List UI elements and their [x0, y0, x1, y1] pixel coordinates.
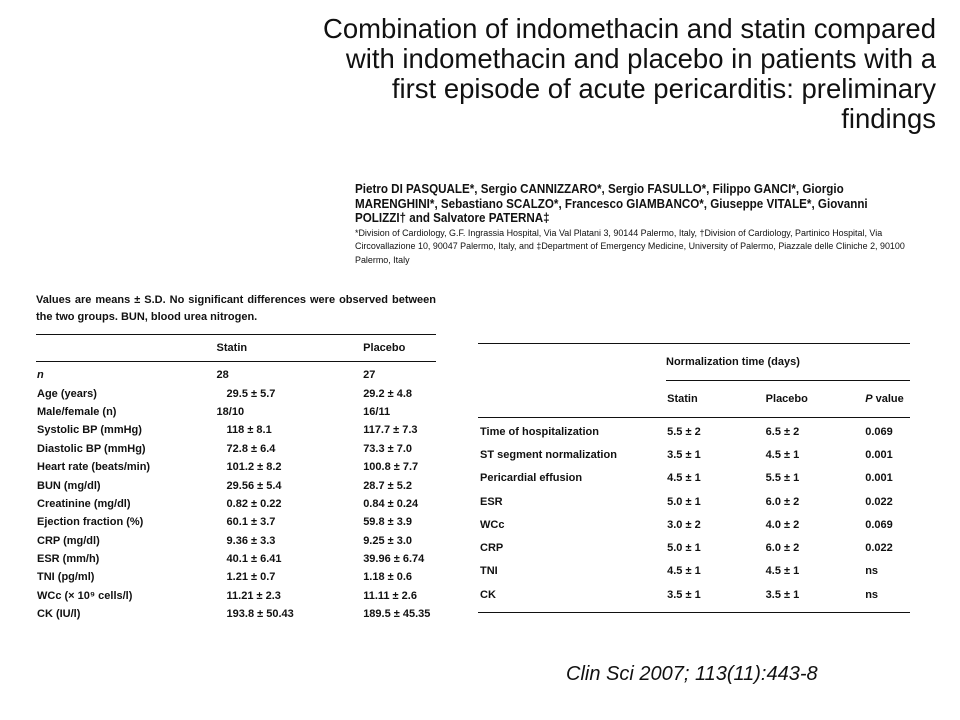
table-cell: 1.18 ± 0.6 [363, 571, 413, 584]
table-cell: 9.36 ± 3.3 [226, 534, 276, 547]
table-row [36, 440, 436, 458]
row-label: WCc [480, 518, 505, 531]
table-row [36, 384, 436, 402]
table-row [478, 420, 910, 443]
header-cell-statin: Statin [216, 342, 248, 354]
row-label: TNI [480, 565, 498, 578]
table-cell: 117.7 ± 7.3 [363, 424, 418, 437]
table-cell: 4.5 ± 1 [765, 448, 800, 461]
baseline-table [36, 292, 436, 623]
table-row [36, 458, 436, 476]
table-cell: 39.96 ± 6.74 [363, 553, 425, 566]
table-row [36, 495, 436, 513]
row-label: n [37, 369, 44, 382]
table-cell: 0.069 [865, 425, 893, 438]
table-cell: 118 ± 8.1 [226, 424, 272, 437]
table-cell: 9.25 ± 3.0 [363, 534, 413, 547]
row-label: Ejection fraction (%) [37, 516, 144, 529]
table-cell: 16/11 [363, 405, 391, 418]
table-cell: 0.022 [865, 542, 893, 555]
table-row [478, 583, 910, 606]
table-row [36, 550, 436, 568]
table-cell: 5.0 ± 1 [667, 542, 701, 555]
group-label: Normalization time (days) [666, 356, 800, 368]
header-cell-p-value: P value [865, 393, 904, 405]
row-label: Heart rate (beats/min) [37, 461, 151, 474]
table-cell: 29.2 ± 4.8 [363, 387, 413, 400]
table-cell: 18/10 [216, 405, 245, 418]
row-label: BUN (mg/dl) [37, 479, 101, 492]
table-cell: 0.001 [865, 448, 893, 461]
table-row [36, 421, 436, 439]
table-row [36, 568, 436, 586]
table-cell: 3.5 ± 1 [667, 588, 701, 601]
row-label: CRP [480, 542, 504, 555]
table-cell: 189.5 ± 45.35 [363, 608, 431, 621]
row-label: Systolic BP (mmHg) [37, 424, 142, 437]
table-cell: 3.5 ± 1 [667, 448, 701, 461]
row-label: Diastolic BP (mmHg) [37, 442, 146, 455]
table-cell: 40.1 ± 6.41 [226, 553, 282, 566]
table-cell: 27 [363, 369, 376, 382]
table-row [36, 605, 436, 623]
table-cell: 5.0 ± 1 [667, 495, 701, 508]
table-cell: 6.0 ± 2 [765, 495, 800, 508]
table-cell: 29.5 ± 5.7 [226, 387, 276, 400]
table-row [36, 532, 436, 550]
table-rule [478, 612, 910, 613]
table-cell: 29.56 ± 5.4 [226, 479, 282, 492]
table-cell: 60.1 ± 3.7 [226, 516, 276, 529]
slide-title: Combination of indomethacin and statin compared with indomethacin and placebo in patients with a first episode of acute pericarditis: preliminary findings [322, 13, 936, 134]
table-row [478, 443, 910, 466]
table-cell: 0.82 ± 0.22 [226, 497, 282, 510]
table-cell: 4.5 ± 1 [667, 472, 701, 485]
row-label: Pericardial effusion [480, 472, 583, 485]
table-row [478, 536, 910, 559]
table-row [478, 467, 910, 490]
row-label: CRP (mg/dl) [37, 534, 100, 547]
table-cell: 1.21 ± 0.7 [226, 571, 276, 584]
header-cell-statin: Statin [667, 393, 698, 405]
header-cell-placebo: Placebo [363, 342, 406, 354]
header-cell-placebo: Placebo [765, 393, 808, 405]
table-cell: 5.5 ± 1 [765, 472, 800, 485]
table-cell: 72.8 ± 6.4 [226, 442, 276, 455]
row-label: Male/female (n) [37, 405, 117, 418]
author-names: Pietro DI PASQUALE*, Sergio CANNIZZARO*, Sergio FASULLO*, Filippo GANCI*, Giorgio MARENGHINI*, Sebastiano SCALZO*, Francesco GIAMBANCO*, Giuseppe VITALE*, Giovanni POLIZZI† and Salvatore PATERNA‡ [355, 182, 868, 225]
citation: Clin Sci 2007; 113(11):443-8 [566, 663, 818, 685]
table-cell: ns [865, 588, 879, 601]
table-cell: 0.069 [865, 518, 893, 531]
table-row [36, 587, 436, 605]
table-cell: 100.8 ± 7.7 [363, 461, 419, 474]
table-cell: 0.001 [865, 472, 893, 485]
row-label: CK [480, 588, 496, 601]
row-label: TNI (pg/ml) [37, 571, 95, 584]
table-cell: 4.0 ± 2 [765, 518, 800, 531]
table-cell: 6.0 ± 2 [765, 542, 800, 555]
normalization-table-header [478, 381, 910, 417]
baseline-table-header [36, 335, 436, 361]
table-cell: 28 [216, 369, 229, 382]
table-cell: 4.5 ± 1 [765, 565, 800, 578]
row-label: Time of hospitalization [480, 425, 599, 438]
table-row [478, 490, 910, 513]
baseline-table-body [36, 362, 436, 623]
table-cell: 193.8 ± 50.43 [226, 608, 294, 621]
row-label: CK (IU/l) [37, 608, 81, 621]
table-cell: 5.5 ± 2 [667, 425, 701, 438]
table-cell: 3.5 ± 1 [765, 588, 800, 601]
baseline-table-note: Values are means ± S.D. No significant differences were observed between the two groups. BUN, blood urea nitrogen. [36, 294, 436, 323]
normalization-table [478, 343, 910, 613]
table-cell: 101.2 ± 8.2 [226, 461, 282, 474]
table-cell: 11.11 ± 2.6 [363, 589, 417, 602]
table-row [478, 513, 910, 536]
row-label: Creatinine (mg/dl) [37, 497, 131, 510]
table-row [36, 513, 436, 531]
row-label: WCc (× 10⁹ cells/l) [37, 589, 133, 602]
table-row [478, 560, 910, 583]
table-cell: ns [865, 565, 879, 578]
normalization-table-body [478, 418, 910, 612]
table-cell: 28.7 ± 5.2 [363, 479, 413, 492]
table-row [36, 403, 436, 421]
row-label: ESR [480, 495, 503, 508]
table-cell: 3.0 ± 2 [667, 518, 701, 531]
row-label: ST segment normalization [480, 448, 617, 461]
table-row [36, 476, 436, 494]
author-affiliations: *Division of Cardiology, G.F. Ingrassia Hospital, Via Val Platani 3, 90144 Palermo, Italy, †Division of Cardiology, Partinico Hospital, Via Circovallazione 10, 90047 Palermo, Italy, and ‡Department of Emergency Medicine, University of Palermo, Piazzale delle Cliniche 2, 90100 Palermo, Italy [355, 227, 905, 266]
table-cell: 4.5 ± 1 [667, 565, 701, 578]
table-cell: 59.8 ± 3.9 [363, 516, 413, 529]
normalization-group-header [478, 344, 910, 380]
row-label: ESR (mm/h) [37, 553, 100, 566]
table-cell: 11.21 ± 2.3 [226, 589, 281, 602]
table-cell: 0.022 [865, 495, 893, 508]
table-cell: 0.84 ± 0.24 [363, 497, 419, 510]
table-cell: 6.5 ± 2 [765, 425, 800, 438]
table-row [36, 366, 436, 384]
author-block [355, 182, 915, 267]
table-cell: 73.3 ± 7.0 [363, 442, 413, 455]
row-label: Age (years) [37, 387, 97, 400]
